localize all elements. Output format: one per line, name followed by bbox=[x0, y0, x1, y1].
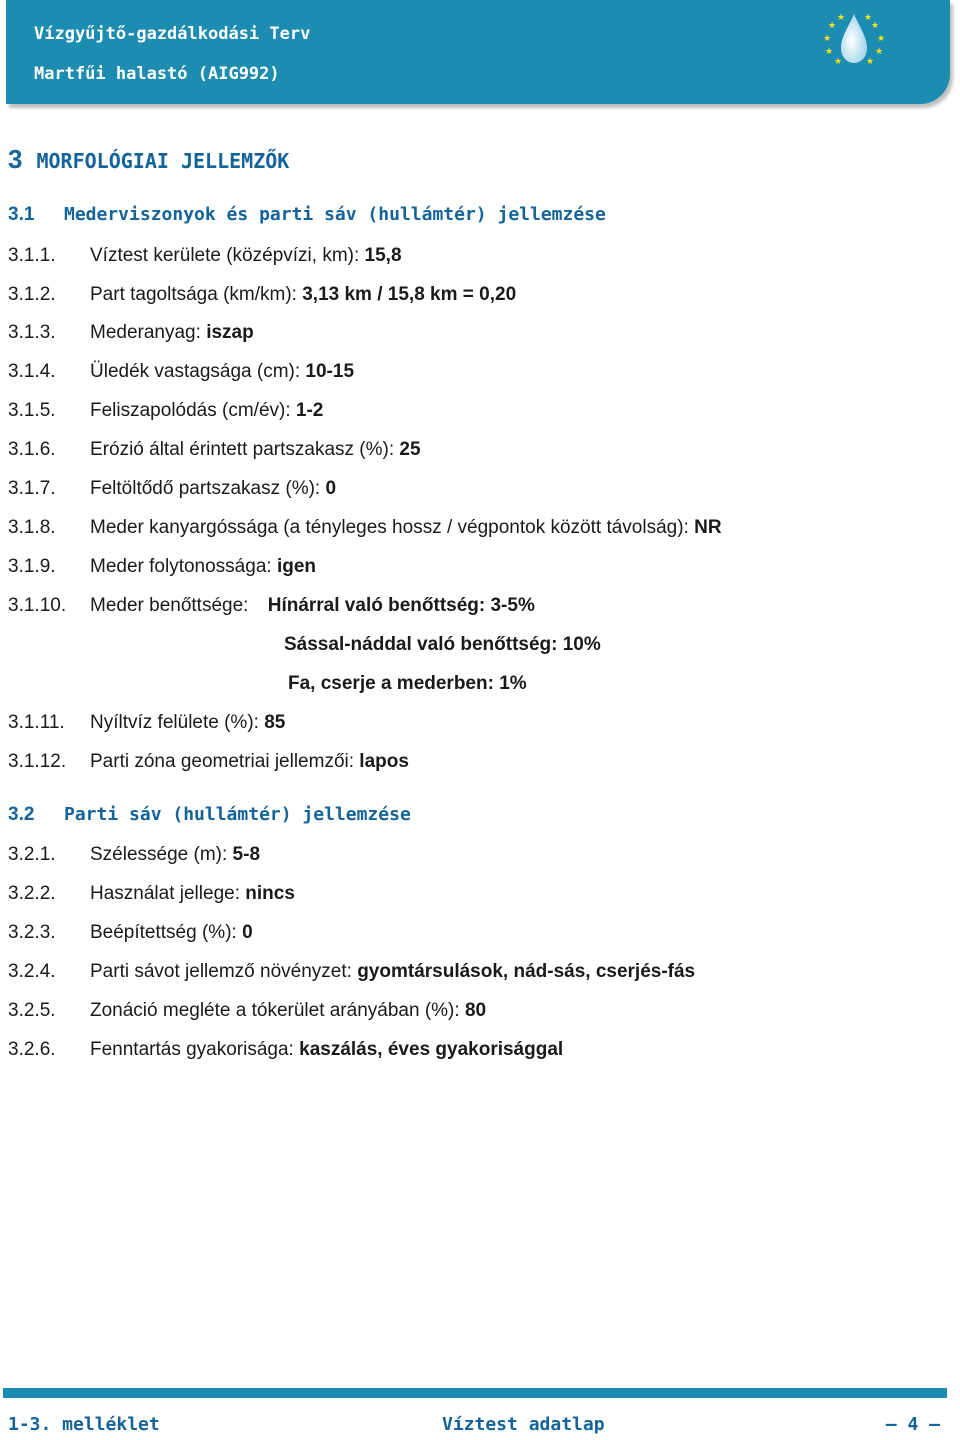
header-banner bbox=[6, 0, 950, 104]
footer-left: 1-3. melléklet bbox=[8, 1414, 160, 1435]
list-item: 3.1.5. Feliszapolódás (cm/év): 1-2 bbox=[8, 400, 324, 421]
list-item: 3.1.2. Part tagoltsága (km/km): 3,13 km / 15,8 km = 0,20 bbox=[8, 284, 517, 305]
list-item: 3.1.9. Meder folytonossága: igen bbox=[8, 556, 317, 577]
list-item: 3.2.1. Szélessége (m): 5-8 bbox=[8, 844, 261, 865]
svg-text:★: ★ bbox=[864, 13, 873, 23]
footer-page-number: – 4 – bbox=[885, 1414, 940, 1435]
list-item: 3.1.12. Parti zóna geometriai jellemzői: lapos bbox=[8, 751, 409, 772]
subsection-title: Parti sáv (hullámtér) jellemzése bbox=[64, 804, 411, 825]
benottseg-line: Fa, cserje a mederben: 1% bbox=[288, 673, 527, 694]
subsection-title: Mederviszonyok és parti sáv (hullámtér) jellemzése bbox=[64, 204, 606, 225]
svg-text:★: ★ bbox=[866, 57, 875, 67]
footer-rule bbox=[3, 1388, 947, 1398]
svg-text:★: ★ bbox=[834, 57, 843, 67]
section-heading bbox=[8, 144, 289, 175]
list-item: 3.1.10. Meder benőttsége: Hínárral való benőttség: 3-5% bbox=[8, 595, 535, 616]
header-title: Vízgyűjtő-gazdálkodási Terv bbox=[34, 24, 311, 44]
section-title: MORFOLÓGIAI JELLEMZŐK bbox=[36, 149, 290, 173]
footer-center: Víztest adatlap bbox=[442, 1414, 605, 1435]
svg-text:★: ★ bbox=[828, 21, 837, 31]
section-number: 3 bbox=[8, 144, 23, 174]
list-item: 3.2.3. Beépítettség (%): 0 bbox=[8, 922, 253, 943]
list-item: 3.2.6. Fenntartás gyakorisága: kaszálás, éves gyakorisággal bbox=[8, 1039, 564, 1060]
subsection-number: 3.1 bbox=[8, 204, 35, 225]
svg-text:★: ★ bbox=[823, 34, 832, 44]
subsection-number: 3.2 bbox=[8, 804, 35, 825]
subsection-heading-1 bbox=[8, 204, 606, 226]
list-item: 3.1.4. Üledék vastagsága (cm): 10-15 bbox=[8, 361, 355, 382]
svg-text:★: ★ bbox=[837, 13, 846, 23]
list-item: 3.1.11. Nyíltvíz felülete (%): 85 bbox=[8, 712, 286, 733]
list-item: 3.1.3. Mederanyag: iszap bbox=[8, 322, 254, 343]
svg-text:★: ★ bbox=[877, 34, 886, 44]
svg-text:★: ★ bbox=[825, 47, 834, 57]
list-item: 3.1.7. Feltöltődő partszakasz (%): 0 bbox=[8, 478, 337, 499]
svg-text:★: ★ bbox=[871, 21, 880, 31]
svg-text:★: ★ bbox=[875, 47, 884, 57]
subsection-heading-2 bbox=[8, 804, 411, 826]
list-item: 3.2.2. Használat jellege: nincs bbox=[8, 883, 295, 904]
list-item: 3.1.6. Erózió által érintett partszakasz (%): 25 bbox=[8, 439, 421, 460]
list-item: 3.2.5. Zonáció megléte a tókerület arányában (%): 80 bbox=[8, 1000, 487, 1021]
benottseg-line: Sással-náddal való benőttség: 10% bbox=[284, 634, 601, 655]
header-subtitle: Martfűi halastó (AIG992) bbox=[34, 64, 280, 84]
list-item: 3.1.8. Meder kanyargóssága (a tényleges hossz / végpontok között távolság): NR bbox=[8, 517, 722, 538]
list-item: 3.2.4. Parti sávot jellemző növényzet: gyomtársulások, nád-sás, cserjés-fás bbox=[8, 961, 696, 982]
water-drop-eu-stars-icon bbox=[814, 10, 894, 70]
list-item: 3.1.1. Víztest kerülete (középvízi, km): 15,8 bbox=[8, 245, 402, 266]
